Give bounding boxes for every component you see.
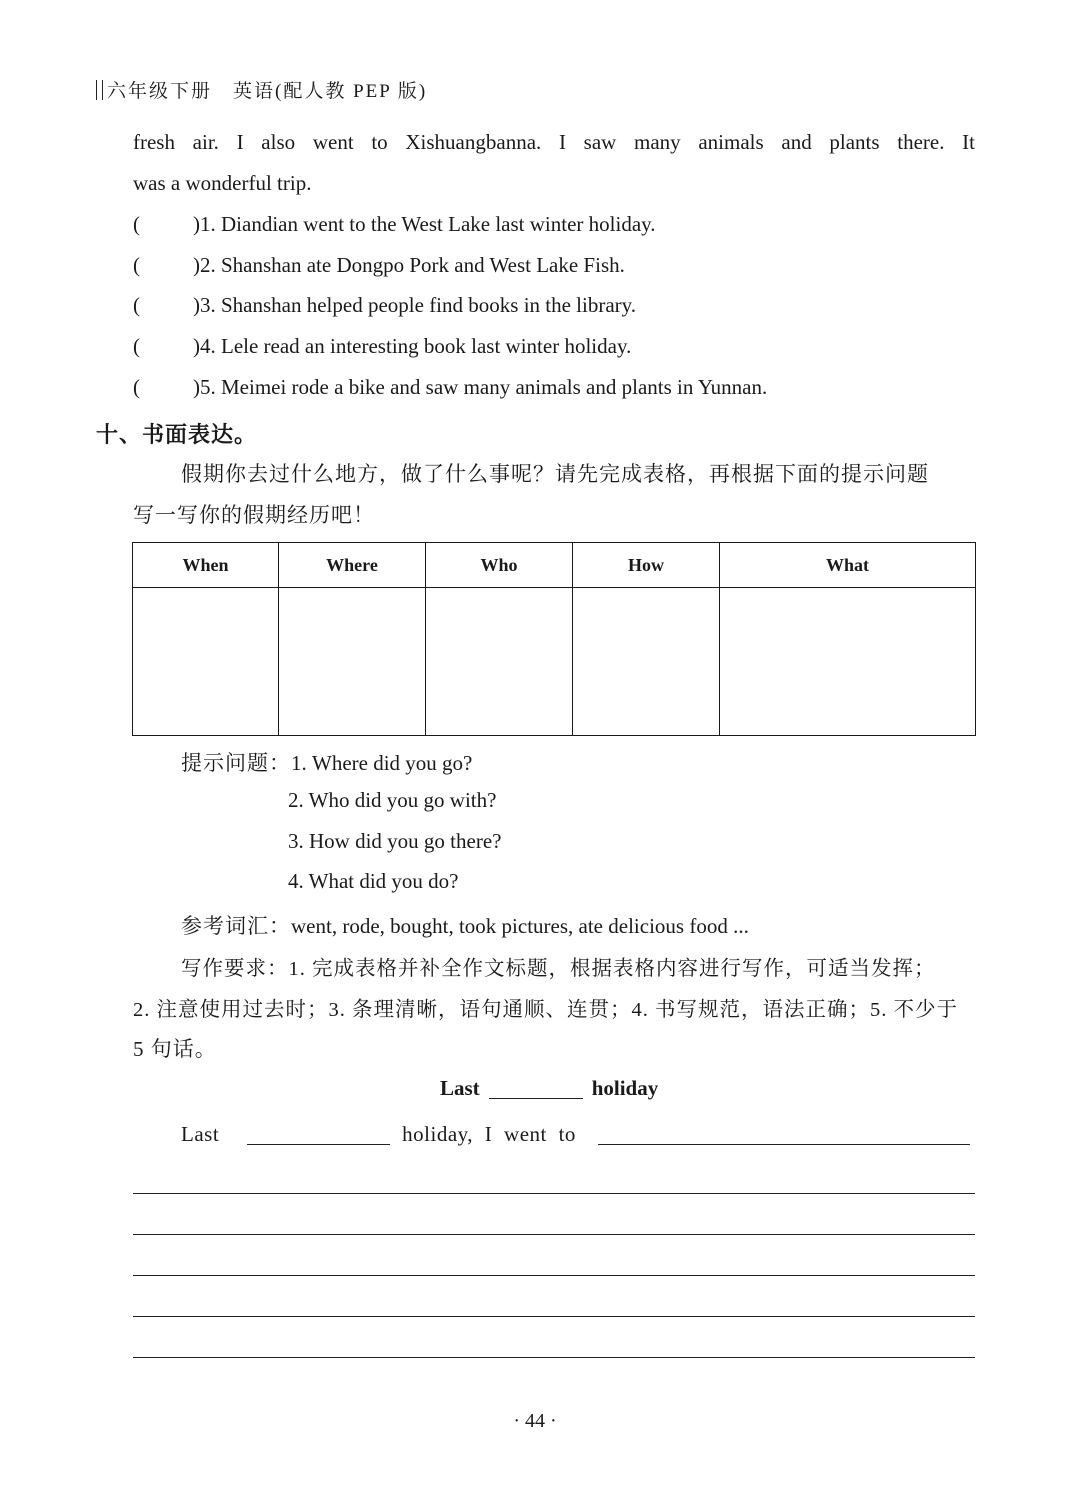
table-header-where: Where — [279, 543, 426, 588]
essay-season-blank[interactable] — [247, 1144, 390, 1145]
prompt-question-2: 2. Who did you go with? — [288, 788, 497, 812]
question-5 — [133, 375, 767, 400]
question-text: )5. Meimei rode a bike and saw many animals and plants in Yunnan. — [193, 375, 768, 399]
requirements-line-1: 写作要求：1. 完成表格并补全作文标题，根据表格内容进行写作，可适当发挥； — [181, 958, 936, 980]
essay-destination-blank[interactable] — [598, 1144, 970, 1145]
prompt-question-1: 1. Where did you go? — [291, 751, 473, 775]
essay-title-last: Last — [440, 1076, 480, 1100]
table-cell-when[interactable] — [133, 588, 279, 736]
table-header-what: What — [720, 543, 976, 588]
essay-title-blank[interactable] — [489, 1098, 583, 1099]
answer-blank[interactable]: ( — [133, 253, 140, 277]
question-text: )2. Shanshan ate Dongpo Pork and West Lake Fish. — [193, 253, 625, 277]
essay-first-line — [181, 1122, 970, 1147]
header-text: 六年级下册 英语(配人教 PEP 版) — [107, 81, 428, 102]
table-answer-row — [133, 588, 976, 736]
requirements-line-2: 2. 注意使用过去时；3. 条理清晰，语句通顺、连贯；4. 书写规范，语法正确；5. 不少于 — [133, 999, 958, 1021]
question-2 — [133, 253, 625, 278]
table-cell-what[interactable] — [720, 588, 976, 736]
requirements-line-3: 5 句话。 — [133, 1037, 217, 1061]
answer-blank[interactable]: ( — [133, 375, 140, 399]
section-intro-line-1: 假期你去过什么地方，做了什么事呢？请先完成表格，再根据下面的提示问题 — [181, 462, 929, 486]
page-number: · 44 · — [513, 1410, 557, 1432]
question-text: )4. Lele read an interesting book last winter holiday. — [193, 334, 632, 358]
vocab-label: 参考词汇： — [181, 914, 291, 938]
writing-line[interactable] — [133, 1357, 975, 1358]
table-header-row — [133, 543, 976, 588]
question-text: )1. Diandian went to the West Lake last winter holiday. — [193, 212, 656, 236]
prompt-label: 提示问题： — [181, 751, 291, 775]
table-cell-where[interactable] — [279, 588, 426, 736]
writing-line[interactable] — [133, 1316, 975, 1317]
writing-line[interactable] — [133, 1234, 975, 1235]
prompt-questions — [181, 747, 472, 777]
table-header-how: How — [573, 543, 720, 588]
question-1 — [133, 212, 656, 237]
page-header — [96, 76, 427, 103]
writing-line[interactable] — [133, 1193, 975, 1194]
prompt-question-4: 4. What did you do? — [288, 869, 459, 893]
essay-start-last: Last — [181, 1122, 220, 1146]
prompt-question-3: 3. How did you go there? — [288, 829, 502, 853]
question-text: )3. Shanshan helped people find books in the library. — [193, 293, 637, 317]
holiday-table — [132, 542, 976, 736]
answer-blank[interactable]: ( — [133, 334, 140, 358]
section-intro-line-2: 写一写你的假期经历吧！ — [133, 503, 375, 527]
question-3 — [133, 293, 636, 318]
passage-line-1: fresh air. I also went to Xishuangbanna. I saw many animals and plants there. It — [133, 130, 975, 154]
essay-title-holiday: holiday — [591, 1076, 659, 1100]
table-cell-how[interactable] — [573, 588, 720, 736]
table-header-when: When — [133, 543, 279, 588]
answer-blank[interactable]: ( — [133, 212, 140, 236]
essay-title — [440, 1076, 658, 1101]
passage-line-2: was a wonderful trip. — [133, 171, 312, 195]
answer-blank[interactable]: ( — [133, 293, 140, 317]
essay-start-text: holiday, I went to — [402, 1122, 576, 1146]
section-title: 十、书面表达。 — [96, 423, 258, 448]
question-4 — [133, 334, 631, 359]
vocab-words: went, rode, bought, took pictures, ate delicious food ... — [291, 914, 749, 938]
header-bars-icon — [96, 80, 103, 100]
table-cell-who[interactable] — [426, 588, 573, 736]
reference-vocab — [181, 910, 749, 940]
table-header-who: Who — [426, 543, 573, 588]
writing-line[interactable] — [133, 1275, 975, 1276]
